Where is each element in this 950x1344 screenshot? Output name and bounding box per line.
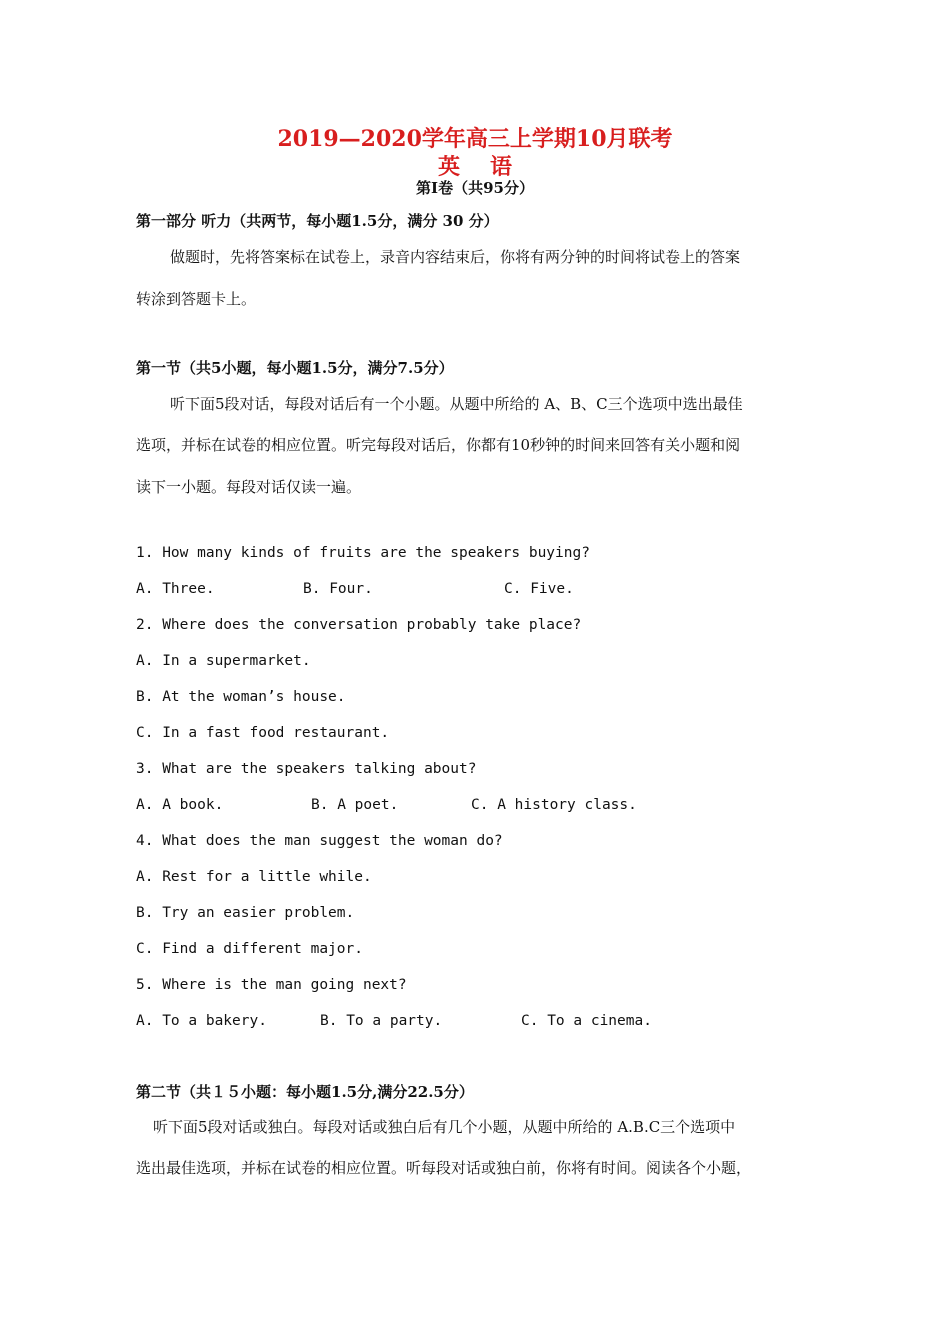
section1-intro-line2: 选项，并标在试卷的相应位置。听完每段对话后，你都有10秒钟的时间来回答有关小题和阅 bbox=[136, 436, 741, 454]
section2-heading: 第二节（共１５小题：每小题1.5分,满分22.5分） bbox=[136, 1083, 474, 1101]
question-3-option-c: C. A history class. bbox=[471, 797, 637, 813]
question-1-option-a: A. Three. bbox=[136, 581, 215, 597]
section1-heading: 第一节（共5小题，每小题1.5分，满分7.5分） bbox=[136, 359, 454, 377]
question-2-stem: 2. Where does the conversation probably take place? bbox=[136, 617, 582, 633]
question-5-option-b: B. To a party. bbox=[320, 1013, 443, 1029]
subject-title: 英语 bbox=[437, 154, 542, 180]
question-3-stem: 3. What are the speakers talking about? bbox=[136, 761, 477, 777]
question-5-stem: 5. Where is the man going next? bbox=[136, 977, 407, 993]
question-1-option-b: B. Four. bbox=[303, 581, 373, 597]
question-1-option-c: C. Five. bbox=[504, 581, 574, 597]
question-2-option-b: B. At the woman’s house. bbox=[136, 689, 346, 705]
section2-intro-line2: 选出最佳选项，并标在试卷的相应位置。听每段对话或独白前，你将有时间。阅读各个小题， bbox=[136, 1159, 752, 1177]
section1-intro-line1: 听下面5段对话，每段对话后有一个小题。从题中所给的 A、B、C三个选项中选出最佳 bbox=[170, 395, 743, 413]
question-3-option-b: B. A poet. bbox=[311, 797, 399, 813]
part1-intro-line2: 转涂到答题卡上。 bbox=[136, 290, 257, 308]
part1-heading: 第一部分 听力（共两节，每小题1.5分，满分 30 分） bbox=[136, 212, 499, 230]
question-5-option-a: A. To a bakery. bbox=[136, 1013, 267, 1029]
question-4-stem: 4. What does the man suggest the woman do? bbox=[136, 833, 503, 849]
exam-title: 2019—2020学年高三上学期10月联考 bbox=[277, 126, 673, 152]
question-2-option-c: C. In a fast food restaurant. bbox=[136, 725, 390, 741]
volume-heading: 第Ⅰ卷（共95分） bbox=[416, 179, 534, 197]
part1-intro-line1: 做题时，先将答案标在试卷上，录音内容结束后，你将有两分钟的时间将试卷上的答案 bbox=[170, 248, 741, 266]
question-1-stem: 1. How many kinds of fruits are the speakers buying? bbox=[136, 545, 590, 561]
section1-intro-line3: 读下一小题。每段对话仅读一遍。 bbox=[136, 478, 362, 496]
question-4-option-a: A. Rest for a little while. bbox=[136, 869, 372, 885]
question-4-option-c: C. Find a different major. bbox=[136, 941, 363, 957]
section2-intro-line1: 听下面5段对话或独白。每段对话或独白后有几个小题，从题中所给的 A.B.C三个选项中 bbox=[153, 1118, 736, 1136]
question-4-option-b: B. Try an easier problem. bbox=[136, 905, 355, 921]
question-5-option-c: C. To a cinema. bbox=[521, 1013, 652, 1029]
question-2-option-a: A. In a supermarket. bbox=[136, 653, 311, 669]
question-3-option-a: A. A book. bbox=[136, 797, 224, 813]
